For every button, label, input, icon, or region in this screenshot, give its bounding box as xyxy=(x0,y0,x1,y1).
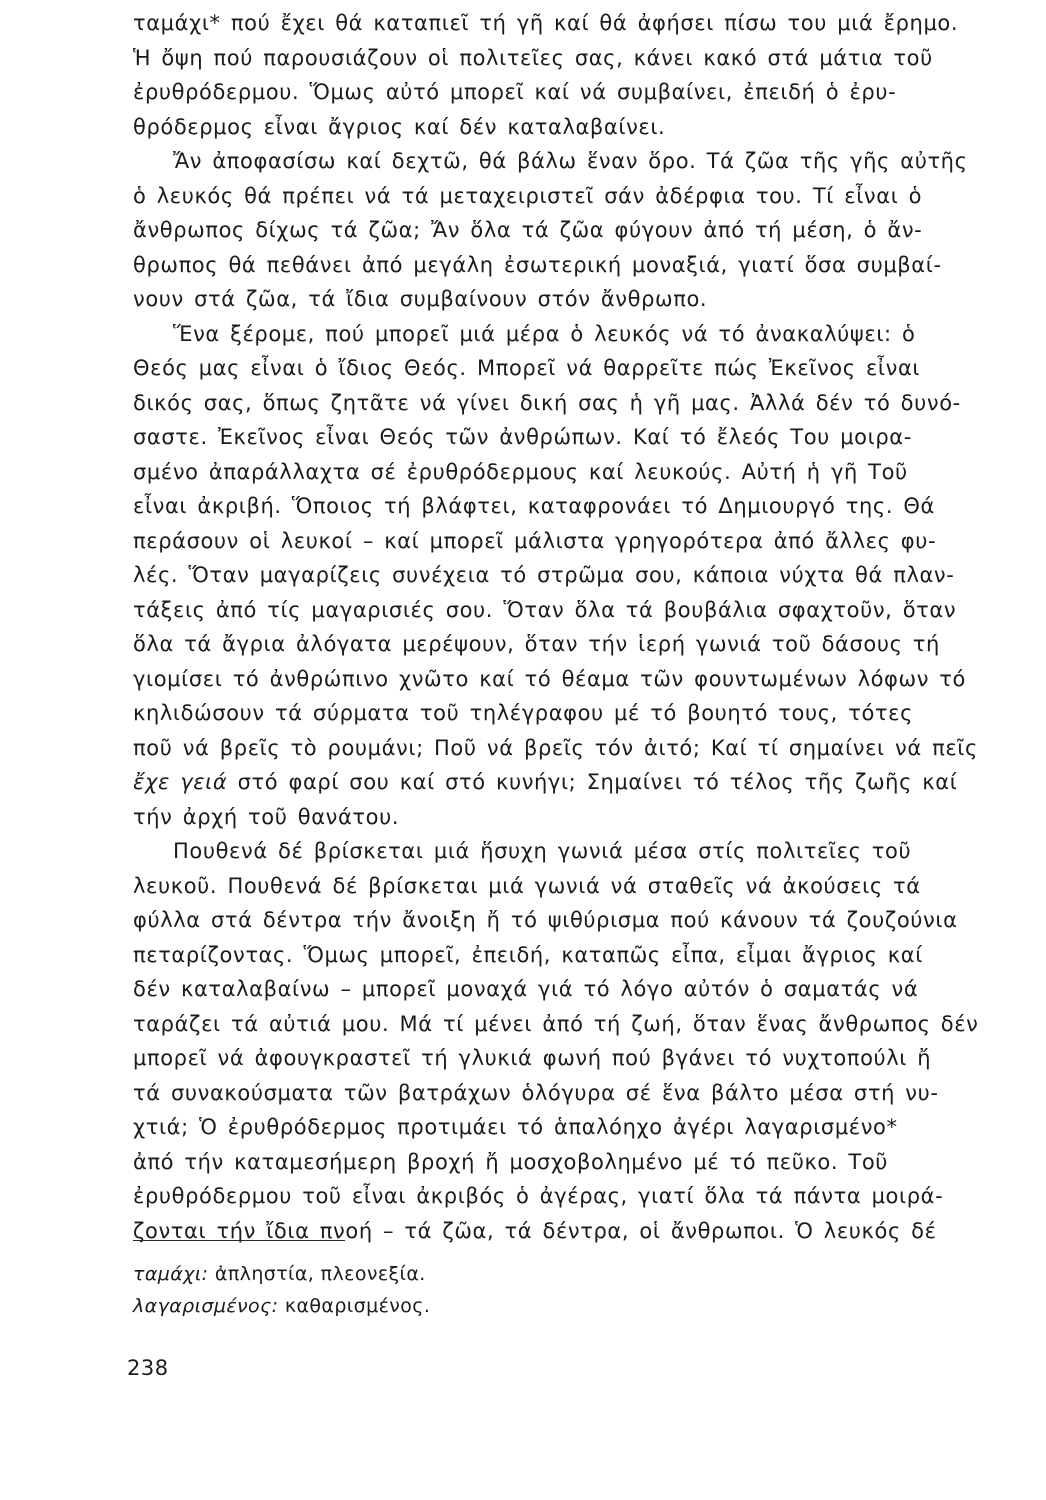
text-line: ἐρυθρόδερμου τοῦ εἶναι ἀκριβός ὁ ἀγέρας, γιατί ὅλα τά πάντα μοιρά- xyxy=(133,1184,944,1208)
footnote xyxy=(133,1290,733,1322)
text-line: περάσουν οἱ λευκοί – καί μπορεῖ μάλιστα γρηγορότερα ἀπό ἄλλες φυ- xyxy=(133,528,937,553)
footnote-divider xyxy=(133,1240,345,1241)
text-line: φύλλα στά δέντρα τήν ἄνοιξη ἤ τό ψιθύρισμα πού κάνουν τά ζουζούνια xyxy=(133,908,958,932)
text-line: δικός σας, ὅπως ζητᾶτε νά γίνει δική σας ἡ γῆ μας. Ἀλλά δέν τό δυνό- xyxy=(133,390,961,415)
text-line: δέν καταλαβαίνω – μπορεῖ μοναχά γιά τό λόγο αὐτόν ὁ σαματάς νά xyxy=(133,977,919,1001)
text-line xyxy=(133,765,1005,800)
text-line: λές. Ὅταν μαγαρίζεις συνέχεια τό στρῶμα σου, κάποια νύχτα θά πλαν- xyxy=(133,563,955,587)
text-line: μπορεῖ νά ἀφουγκραστεῖ τή γλυκιά φωνή πού βγάνει τό νυχτοπούλι ἤ xyxy=(133,1046,932,1070)
text-line: ἀπό τήν καταμεσήμερη βροχή ἤ μοσχοβολημένο μέ τό πεῦκο. Τοῦ xyxy=(133,1149,889,1174)
text-line: σμένο ἀπαράλλαχτα σέ ἐρυθρόδερμους καί λευκούς. Αὐτή ἡ γῆ Τοῦ xyxy=(133,459,908,484)
text-line: θρωπος θά πεθάνει ἀπό μεγάλη ἐσωτερική μοναξιά, γιατί ὅσα συμβαί- xyxy=(133,252,942,277)
text-line: νουν στά ζῶα, τά ἴδια συμβαίνουν στόν ἄνθρωπο. xyxy=(133,287,708,311)
footnote-term: ταμάχι: xyxy=(133,1263,209,1285)
footnote-definition: ἀπληστία, πλεονεξία. xyxy=(214,1263,426,1285)
text-line: γιομίσει τό ἀνθρώπινο χνῶτο καί τό θέαμα τῶν φουντωμένων λόφων τό xyxy=(133,666,966,691)
text-line: ἄνθρωπος δίχως τά ζῶα; Ἄν ὅλα τά ζῶα φύγουν ἀπό τή μέση, ὁ ἄν- xyxy=(133,218,923,242)
text-line: ἐρυθρόδερμου. Ὅμως αὐτό μπορεῖ καί νά συμβαίνει, ἐπειδή ὁ ἐρυ- xyxy=(133,80,897,104)
italic-phrase: ἔχε γειά xyxy=(133,770,228,794)
text-line: ζονται τήν ἴδια πνοή – τά ζῶα, τά δέντρα, οἱ ἄνθρωποι. Ὁ λευκός δέ xyxy=(133,1218,937,1243)
text-line: Πουθενά δέ βρίσκεται μιά ἥσυχη γωνιά μέσα στίς πολιτεῖες τοῦ xyxy=(173,839,912,863)
text-line: τά συνακούσματα τῶν βατράχων ὁλόγυρα σέ ἕνα βάλτο μέσα στή νυ- xyxy=(133,1080,939,1105)
text-line: σαστε. Ἐκεῖνος εἶναι Θεός τῶν ἀνθρώπων. Καί τό ἔλεός Του μοιρα- xyxy=(133,425,912,449)
text-line: τάξεις ἀπό τίς μαγαρισιές σου. Ὅταν ὅλα τά βουβάλια σφαχτοῦν, ὅταν xyxy=(133,597,957,622)
text-line: Θεός μας εἶναι ὁ ἴδιος Θεός. Μπορεῖ νά θαρρεῖτε πώς Ἐκεῖνος εἶναι xyxy=(133,356,921,380)
footnote-term: λαγαρισμένος: xyxy=(133,1295,279,1317)
text-line: ποῦ νά βρεῖς τὸ ρουμάνι; Ποῦ νά βρεῖς τόν ἀιτό; Καί τί σημαίνει νά πεῖς xyxy=(133,735,978,760)
footnote-definition: καθαρισμένος. xyxy=(284,1295,431,1317)
text-line-rest: στό φαρί σου καί στό κυνήγι; Σημαίνει τό τέλος τῆς ζωῆς καί xyxy=(237,770,958,794)
text-line: Ἡ ὄψη πού παρουσιάζουν οἱ πολιτεῖες σας, κάνει κακό στά μάτια τοῦ xyxy=(133,45,933,70)
body-text xyxy=(133,6,1005,1248)
text-line: λευκοῦ. Πουθενά δέ βρίσκεται μιά γωνιά νά σταθεῖς νά ἀκούσεις τά xyxy=(133,873,921,898)
text-line: τήν ἀρχή τοῦ θανάτου. xyxy=(133,804,400,829)
text-line: πεταρίζοντας. Ὅμως μπορεῖ, ἐπειδή, καταπῶς εἶπα, εἶμαι ἄγριος καί xyxy=(133,942,923,967)
text-line: κηλιδώσουν τά σύρματα τοῦ τηλέγραφου μέ τό βουητό τους, τότες xyxy=(133,701,914,725)
footnote xyxy=(133,1258,733,1290)
text-line: ὅλα τά ἄγρια ἀλόγατα μερέψουν, ὅταν τήν ἱερή γωνιά τοῦ δάσους τή xyxy=(133,632,940,656)
text-line: ταράζει τά αὐτιά μου. Μά τί μένει ἀπό τή ζωή, ὅταν ἕνας ἄνθρωπος δέν xyxy=(133,1011,979,1036)
page-number: 238 xyxy=(127,1356,169,1380)
text-line: ταμάχι* πού ἔχει θά καταπιεῖ τή γῆ καί θά ἀφήσει πίσω του μιά ἔρημο. xyxy=(133,11,959,35)
text-line: θρόδερμος εἶναι ἄγριος καί δέν καταλαβαίνει. xyxy=(133,114,666,139)
text-line: Ἄν ἀποφασίσω καί δεχτῶ, θά βάλω ἕναν ὅρο. Τά ζῶα τῆς γῆς αὐτῆς xyxy=(173,149,968,173)
text-line: Ἕνα ξέρομε, πού μπορεῖ μιά μέρα ὁ λευκός νά τό ἀνακαλύψει: ὁ xyxy=(173,321,916,346)
text-line: χτιά; Ὁ ἐρυθρόδερμος προτιμάει τό ἁπαλόηχο ἀγέρι λαγαρισμένο* xyxy=(133,1115,898,1139)
text-line: εἶναι ἀκριβή. Ὅποιος τή βλάφτει, καταφρονάει τό Δημιουργό της. Θά xyxy=(133,494,935,518)
footnotes xyxy=(133,1258,733,1322)
text-line: ὁ λευκός θά πρέπει νά τά μεταχειριστεῖ σάν ἀδέρφια του. Τί εἶναι ὁ xyxy=(133,183,923,208)
